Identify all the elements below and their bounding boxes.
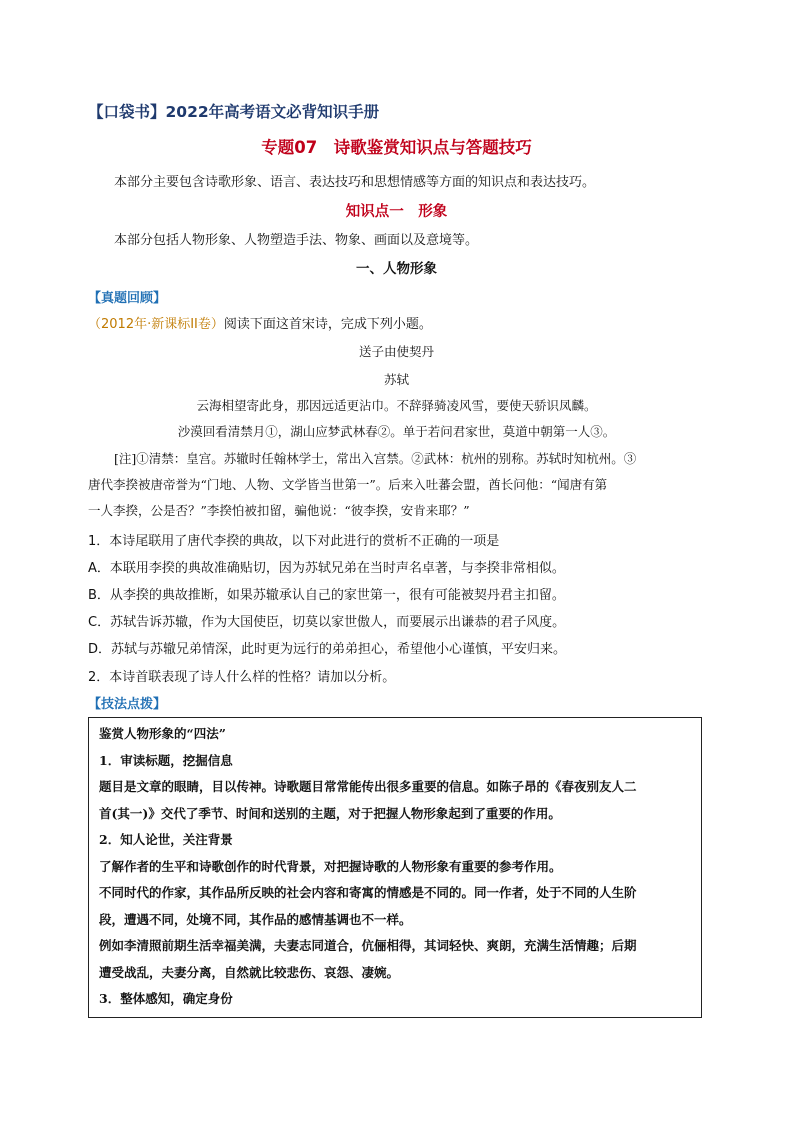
poem-title: 送子由使契丹 (358, 344, 434, 359)
note-line: [注]①清禁：皇宫。苏辙时任翰林学士，常出入宫禁。②武林：杭州的别称。苏轼时知杭州。③ (114, 451, 637, 466)
method-step-3-title: 3．整体感知，确定身份 (99, 991, 233, 1006)
poem-notes (88, 446, 710, 524)
question-source (88, 313, 432, 332)
topic-title: 专题07 诗歌鉴赏知识点与答题技巧 (261, 138, 532, 157)
method-heading: 鉴赏人物形象的“四法” (99, 726, 226, 741)
poem-line: 沙漠回看清禁月①，湖山应梦武林春②。单于若问君家世，莫道中朝第一人③。 (177, 424, 616, 439)
source-label: （2012年·新课标II卷） (88, 317, 224, 332)
intro-paragraph: 本部分主要包含诗歌形象、语言、表达技巧和思想情感等方面的知识点和表达技巧。 (114, 175, 596, 190)
option-c: C．苏轼告诉苏辙，作为大国使臣，切莫以家世傲人，而要展示出谦恭的君子风度。 (88, 615, 566, 630)
skills-tag: 【技法点拨】 (88, 697, 167, 712)
booklet-header: 【口袋书】2022年高考语文必背知识手册 (88, 103, 380, 121)
method-step-2-line: 了解作者的生平和诗歌创作的时代背景，对把握诗歌的人物形象有重要的参考作用。 (99, 858, 562, 874)
method-step-1-line: 题目是文章的眼睛，目以传神。诗歌题目常常能传出很多重要的信息。如陈子昂的《春夜别友人二 (99, 779, 637, 794)
review-tag: 【真题回顾】 (88, 291, 167, 306)
knowledge-point-title: 知识点一 形象 (345, 204, 448, 220)
question-1: 1．本诗尾联用了唐代李揆的典故，以下对此进行的赏析不正确的一项是 (88, 534, 500, 549)
method-step-1-line: 首(其一)》交代了季节、时间和送别的主题，对于把握人物形象起到了重要的作用。 (99, 805, 561, 821)
source-instruction: 阅读下面这首宋诗，完成下列小题。 (223, 317, 432, 332)
knowledge-point-desc: 本部分包括人物形象、人物塑造手法、物象、画面以及意境等。 (114, 233, 479, 248)
method-step-2-line: 遭受战乱，夫妻分离，自然就比较悲伤、哀怨、凄婉。 (99, 964, 400, 980)
subsection-title: 一、人物形象 (356, 261, 437, 277)
option-a: A．本联用李揆的典故准确贴切，因为苏轼兄弟在当时声名卓著，与李揆非常相似。 (88, 561, 565, 576)
poem-line: 云海相望寄此身，那因远适更沾巾。不辞驿骑凌风雪，要使天骄识凤麟。 (196, 398, 597, 413)
note-line: 唐代李揆被唐帝誉为“门地、人物、文学皆当世第一”。后来入吐蕃会盟，酋长问他：“闻唐有第 (88, 477, 608, 492)
method-step-2-title: 2．知人论世，关注背景 (99, 832, 233, 847)
method-step-2-line: 例如李清照前期生活幸福美满，夫妻志同道合，伉俪相得，其词轻快、爽朗，充满生活情趣；后期 (99, 938, 637, 953)
question-2: 2．本诗首联表现了诗人什么样的性格？请加以分析。 (88, 670, 396, 685)
method-step-2-line: 不同时代的作家，其作品所反映的社会内容和寄寓的情感是不同的。同一作者，处于不同的人生阶 (99, 885, 637, 900)
method-step-1-title: 1．审读标题，挖掘信息 (99, 752, 233, 768)
option-d: D．苏轼与苏辙兄弟情深，此时更为远行的弟弟担心，希望他小心谨慎，平安归来。 (88, 642, 567, 657)
method-step-2-line: 段，遭遇不同，处境不同，其作品的感情基调也不一样。 (99, 911, 412, 927)
method-box (88, 717, 702, 1018)
note-line: 一人李揆，公是否？”李揆怕被扣留，骗他说：“彼李揆，安肯来耶？” (88, 503, 470, 518)
option-b: B．从李揆的典故推断，如果苏辙承认自己的家世第一，很有可能被契丹君主扣留。 (88, 588, 565, 603)
poem-author: 苏轼 (383, 372, 409, 387)
